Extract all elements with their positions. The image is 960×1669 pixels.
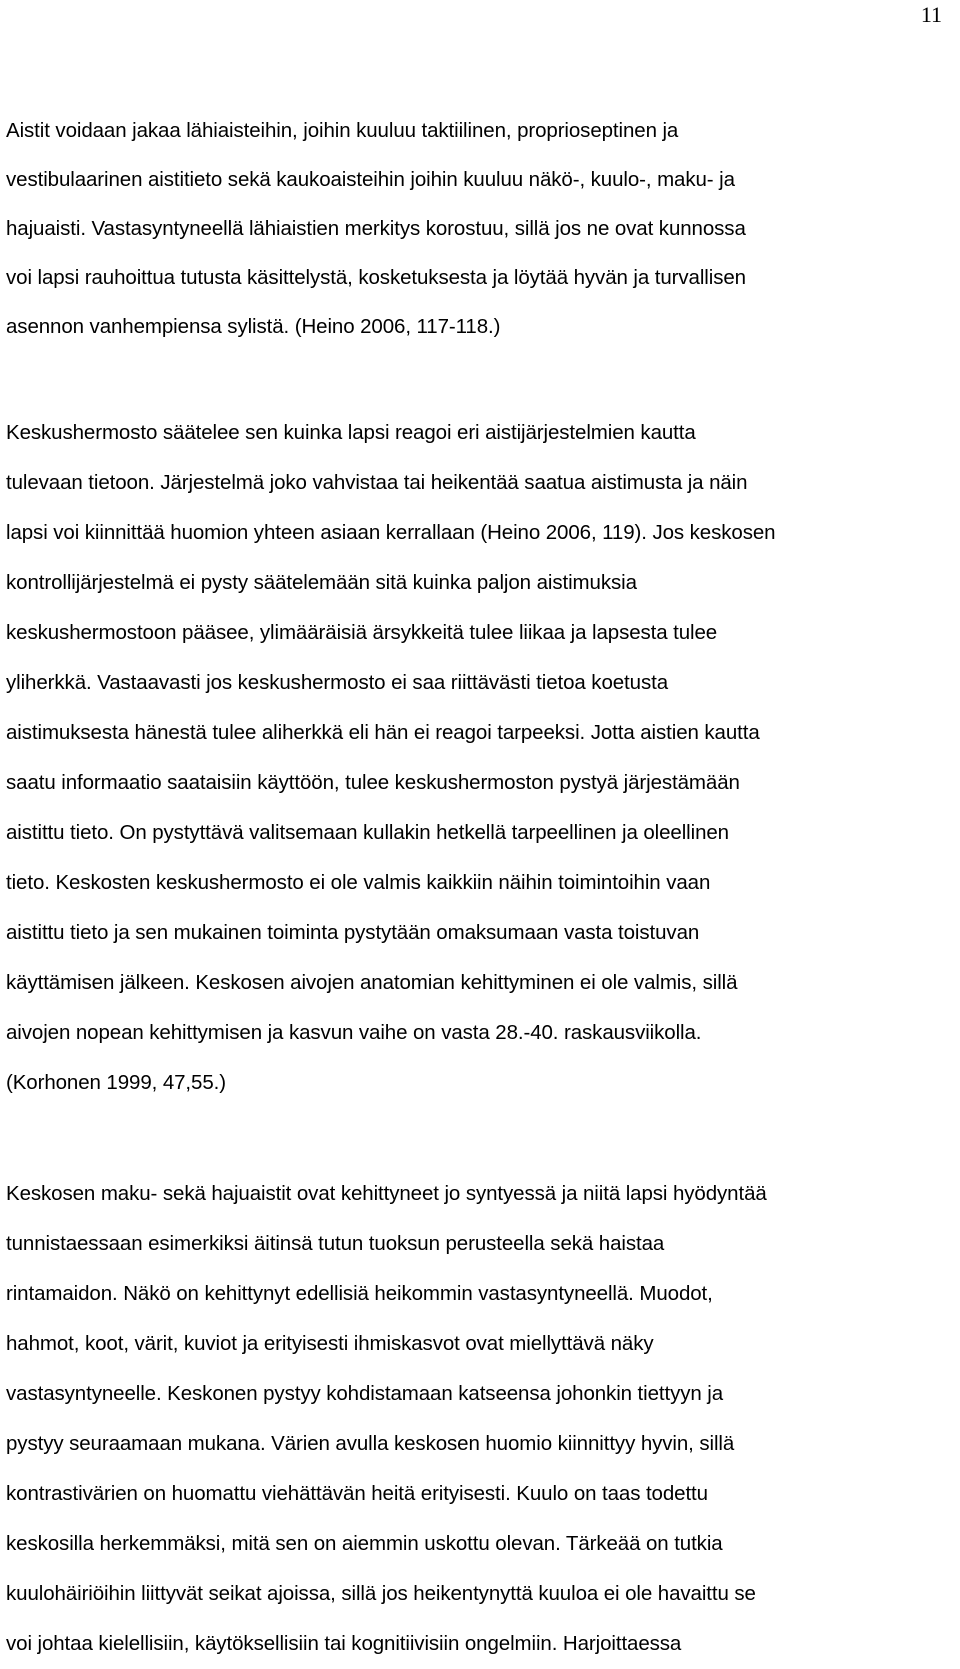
text-line: saatu informaatio saataisiin käyttöön, tulee keskushermoston pystyä järjestämään — [6, 771, 740, 794]
text-line: Aistit voidaan jakaa lähiaisteihin, joihin kuuluu taktiilinen, proprioseptinen ja — [6, 119, 679, 142]
page-number: 11 — [920, 2, 942, 27]
text-line: keskosilla herkemmäksi, mitä sen on aiemmin uskottu olevan. Tärkeää on tutkia — [6, 1532, 723, 1555]
text-line: aistittu tieto. On pystyttävä valitsemaan kullakin hetkellä tarpeellinen ja oleellinen — [6, 821, 729, 844]
text-line: voi lapsi rauhoittua tutusta käsittelystä, kosketuksesta ja löytää hyvän ja turvallisen — [6, 266, 746, 289]
text-line: (Korhonen 1999, 47,55.) — [6, 1071, 226, 1094]
text-line: Keskosen maku- sekä hajuaistit ovat kehittyneet jo syntyessä ja niitä lapsi hyödyntää — [6, 1182, 767, 1205]
text-line: hajuaisti. Vastasyntyneellä lähiaistien merkitys korostuu, sillä jos ne ovat kunnossa — [6, 217, 746, 240]
text-line: keskushermostoon pääsee, ylimääräisiä ärsykkeitä tulee liikaa ja lapsesta tulee — [6, 621, 718, 644]
text-line: aistittu tieto ja sen mukainen toiminta pystytään omaksumaan vasta toistuvan — [6, 921, 700, 944]
paragraph-senses-intro — [6, 106, 936, 351]
text-line: pystyy seuraamaan mukana. Värien avulla keskosen huomio kiinnittyy hyvin, sillä — [6, 1432, 735, 1455]
paragraph-taste-smell-sight-hearing — [6, 1169, 936, 1669]
text-line: käyttämisen jälkeen. Keskosen aivojen anatomian kehittyminen ei ole valmis, sillä — [6, 971, 738, 994]
text-line: tieto. Keskosten keskushermosto ei ole valmis kaikkiin näihin toimintoihin vaan — [6, 871, 711, 894]
text-line: kuulohäiriöihin liittyvät seikat ajoissa, sillä jos heikentynyttä kuuloa ei ole havaittu se — [6, 1582, 756, 1605]
paragraph-central-nervous-system — [6, 408, 936, 1108]
text-line: asennon vanhempiensa sylistä. (Heino 2006, 117-118.) — [6, 315, 501, 338]
text-line: hahmot, koot, värit, kuviot ja erityisesti ihmiskasvot ovat miellyttävä näky — [6, 1332, 654, 1355]
text-line: aistimuksesta hänestä tulee aliherkkä eli hän ei reagoi tarpeeksi. Jotta aistien kautta — [6, 721, 760, 744]
text-line: rintamaidon. Näkö on kehittynyt edellisiä heikommin vastasyntyneellä. Muodot, — [6, 1282, 713, 1305]
text-line: Keskushermosto säätelee sen kuinka lapsi reagoi eri aistijärjestelmien kautta — [6, 421, 696, 444]
text-line: kontrollijärjestelmä ei pysty säätelemään sitä kuinka paljon aistimuksia — [6, 571, 637, 594]
text-line: aivojen nopean kehittymisen ja kasvun vaihe on vasta 28.-40. raskausviikolla. — [6, 1021, 702, 1044]
text-line: vastasyntyneelle. Keskonen pystyy kohdistamaan katseensa johonkin tiettyyn ja — [6, 1382, 724, 1405]
text-line: lapsi voi kiinnittää huomion yhteen asiaan kerrallaan (Heino 2006, 119). Jos keskosen — [6, 521, 776, 544]
text-line: kontrastivärien on huomattu viehättävän heitä erityisesti. Kuulo on taas todettu — [6, 1482, 708, 1505]
text-line: tunnistaessaan esimerkiksi äitinsä tutun tuoksun perusteella sekä haistaa — [6, 1232, 665, 1255]
text-line: voi johtaa kielellisiin, käytöksellisiin tai kognitiivisiin ongelmiin. Harjoittaessa — [6, 1632, 682, 1655]
text-line: yliherkkä. Vastaavasti jos keskushermosto ei saa riittävästi tietoa koetusta — [6, 671, 668, 694]
text-line: tulevaan tietoon. Järjestelmä joko vahvistaa tai heikentää saatua aistimusta ja näin — [6, 471, 748, 494]
text-line: vestibulaarinen aistitieto sekä kaukoaisteihin joihin kuuluu näkö-, kuulo-, maku- ja — [6, 168, 735, 191]
